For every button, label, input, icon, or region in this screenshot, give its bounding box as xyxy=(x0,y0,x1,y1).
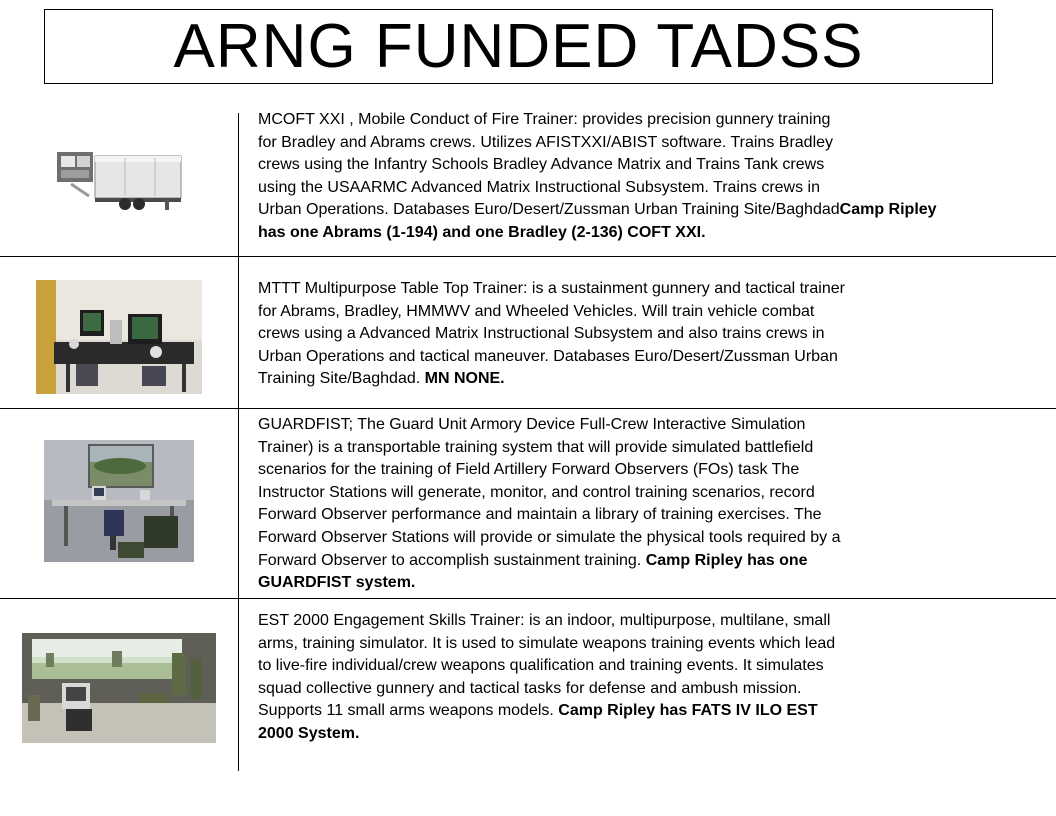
guardfist-description xyxy=(258,414,958,595)
guardfist-text: GUARDFIST; The Guard Unit Armory Device Full-Crew Interactive Simulation Trainer) is a transportable training system that will provide simulated battlefield scenarios for the training of Field Artillery Forward Observers (FOs) task The Instructor Stations will generate, monitor, and control training scenarios, record Forward Observer performance and maintain a library of training exercises. The Forward Observer Stations will provide or simulate the physical tools required by a Forward Observer to accomplish sustainment training. xyxy=(258,416,841,569)
row-divider xyxy=(0,256,1056,257)
est2000-description xyxy=(258,610,958,746)
mttt-text: MTTT Multipurpose Table Top Trainer: is a sustainment gunnery and tactical trainer for Abrams, Bradley, HMMWV and Wheeled Vehicles. Will train vehicle combat crews using a Advanced Matrix Instructional Subsystem and also trains crews in Urban Operations and tactical maneuver. Databases Euro/Desert/Zussman Urban Training Site/Baghdad. xyxy=(258,280,845,388)
mcoft-text: MCOFT XXI , Mobile Conduct of Fire Trainer: provides precision gunnery training for Bradley and Abrams crews. Utilizes AFISTXXI/ABIST software. Trains Bradley crews using the Infantry Schools Bradley Advance Matrix and Trains Tank crews using the USAARMC Advanced Matrix Instructional Subsystem. Trains crews in Urban Operations. Databases Euro/Desert/Zussman Urban Training Site/Baghdad xyxy=(258,111,840,219)
guardfist-camp-ripley-note: Camp Ripley has one GUARDFIST system. xyxy=(258,551,808,592)
est2000-text: EST 2000 Engagement Skills Trainer: is an indoor, multipurpose, multilane, small arms, training simulator. It is used to simulate weapons training events which lead to live-fire individual/crew weapons qualification and training events. It simulates squad collective gunnery and tactical tasks for defense and ambush mission. Supports 11 small arms weapons models. xyxy=(258,612,836,720)
column-divider xyxy=(238,113,239,771)
est2000-camp-ripley-note: Camp Ripley has FATS IV ILO EST 2000 System. xyxy=(258,702,818,742)
mcoft-trailer-photo xyxy=(55,150,185,216)
row-divider xyxy=(0,408,1056,409)
mttt-camp-ripley-note: MN NONE. xyxy=(424,370,505,388)
row-divider xyxy=(0,598,1056,599)
mcoft-camp-ripley-note: Camp Ripley has one Abrams (1-194) and one Bradley (2-136) COFT XXI. xyxy=(258,201,937,241)
mcoft-description xyxy=(258,109,958,245)
title-box xyxy=(44,9,993,84)
mttt-tabletop-photo xyxy=(36,280,202,394)
est2000-photo xyxy=(22,633,216,743)
mttt-description xyxy=(258,278,958,391)
page-title: ARNG FUNDED TADSS xyxy=(173,11,864,81)
guardfist-photo xyxy=(44,440,194,562)
